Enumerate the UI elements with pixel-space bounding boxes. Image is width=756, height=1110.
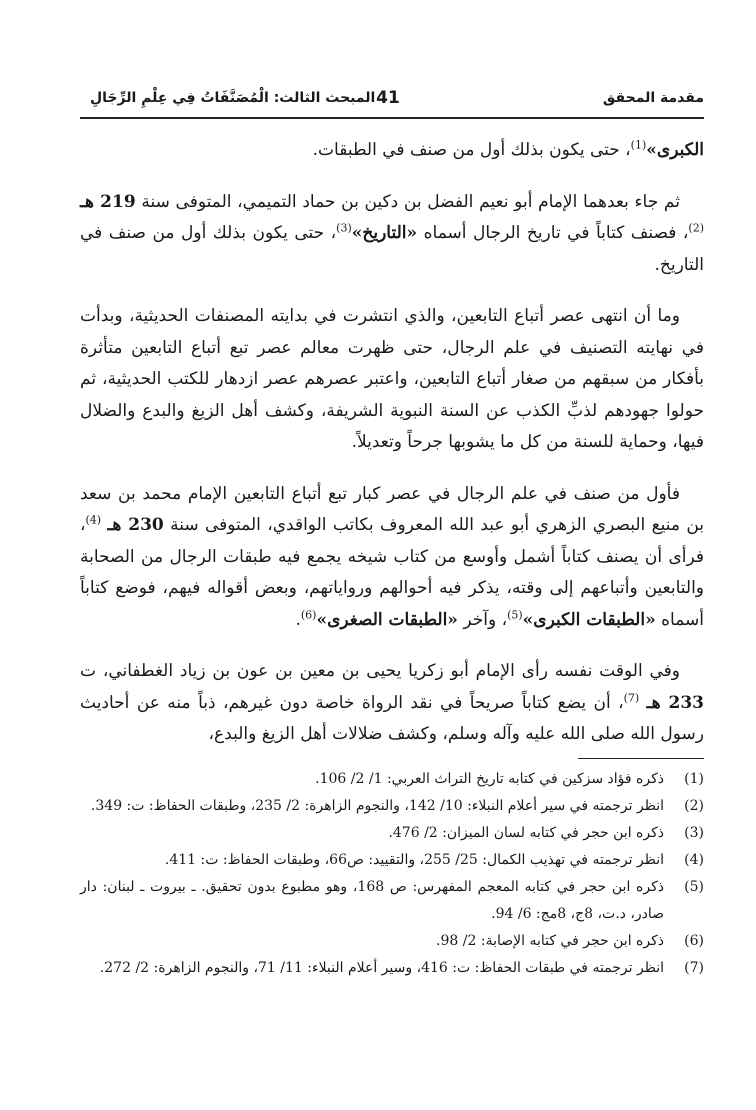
text-run: ، فصنف كتاباً في تاريخ الرجال أسماه [417, 223, 689, 243]
footnote-number: (4) [684, 852, 704, 868]
footnote-item [80, 766, 704, 793]
footnote-number: (3) [684, 825, 704, 841]
footnote-ref: (4) [85, 513, 102, 527]
footnote-item [80, 928, 704, 955]
footnote-item [80, 955, 704, 982]
text-run: ، فرأى أن يصنف كتاباً أشمل وأوسع من كتاب شيخه يجمع فيه طبقات الرجال من الصحابة والتابعين وأتباعهم إلى وقته، يذكر فيه أحوالهم ورواياتهم، وبعض أقواله فيهم، فوضع كتاباً أسماه [80, 515, 704, 630]
text-run: فأول من صنف في علم الرجال في عصر كبار تبع أتباع التابعين الإمام محمد بن سعد بن منيع البصري الزهري أبو عبد الله المعروف بكاتب الواقدي، المتوفى سنة [80, 483, 705, 535]
section-title: المبحث الثالث: الْمُصَنَّفَاتُ فِي عِلْمِ الرِّجَالِ [90, 90, 376, 106]
footnote-item [80, 820, 704, 847]
paragraph [80, 135, 704, 167]
footnote-text: ذكره ابن حجر في كتابه لسان الميزان: 2/ 476. [388, 825, 664, 841]
text-run: ، حتى يكون بذلك أول من صنف في الطبقات. [312, 140, 631, 160]
footnote-number: (2) [684, 798, 704, 814]
footnote-text: ذكره فؤاد سزكين في كتابه تاريخ التراث العربي: 1/ 2/ 106. [315, 771, 664, 787]
paragraph [80, 301, 704, 459]
footnote-number: (6) [684, 933, 704, 949]
footnote-item [80, 793, 704, 820]
main-text [80, 135, 704, 771]
emphasis: 233 هـ [646, 692, 705, 713]
footnote-number: (1) [684, 771, 704, 787]
footnote-item [80, 847, 704, 874]
footnote-text: انظر ترجمته في تهذيب الكمال: 25/ 255، والتقييد: ص66، وطبقات الحفاظ: ت: 411. [164, 852, 664, 868]
emphasis: «الطبقات الكبرى» [522, 609, 656, 630]
footnotes [80, 766, 704, 982]
running-header [72, 88, 704, 116]
footnote-number: (7) [684, 960, 704, 976]
paragraph [80, 479, 704, 637]
book-title: مقدمة المحقق [602, 90, 704, 106]
text-run: ثم جاء بعدهما الإمام أبو نعيم الفضل بن دكين بن حماد التميمي، المتوفى سنة [135, 191, 680, 212]
footnote-ref: (3) [336, 221, 352, 235]
footnote-text: انظر ترجمته في طبقات الحفاظ: ت: 416، وسير أعلام النبلاء: 11/ 71، والنجوم الزاهرة: 2/ 272. [99, 960, 664, 976]
text-run: وما أن انتهى عصر أتباع التابعين، والذي انتشرت في بدايته المصنفات الحديثية، وبدأت في نهايته التصنيف في علم الرجال، حتى ظهرت معالم عصر تبع أتباع التابعين متأثرة بأفكار من سبقهم من صغار أتباع التابعين، واعتبر عصرهم عصر ازدهار للكتب الحديثية، ثم حولوا جهودهم لذبِّ الكذب عن السنة النبوية الشريفة، وكشف أهل الزيغ والبدع والضلال فيها، وحماية للسنة من كل ما يشوبها جرحاً وتعديلاً. [80, 306, 704, 452]
footnote-text: انظر ترجمته في سير أعلام النبلاء: 10/ 142، والنجوم الزاهرة: 2/ 235، وطبقات الحفاظ: ت: 349. [90, 798, 664, 814]
emphasis: الكبرى» [646, 140, 704, 160]
footnote-ref: (7) [623, 690, 640, 704]
paragraph [80, 187, 704, 282]
emphasis: 219 هـ [80, 191, 136, 212]
text-run: ، أن يضع كتاباً صريحاً في نقد الرواة خاصة دون غيرهم، ذباً منه عن أحاديث رسول الله صلى الله عليه وآله وسلم، وكشف ضلالات أهل الزيغ والبدع، [80, 692, 704, 744]
page-number: 41 [376, 88, 400, 108]
footnote-divider [578, 758, 704, 759]
text-run: . [295, 609, 301, 630]
footnote-number: (5) [684, 879, 704, 895]
footnote-item [80, 874, 704, 928]
footnote-ref: (1) [630, 138, 647, 152]
header-divider [80, 117, 704, 119]
footnote-ref: (2) [688, 221, 704, 235]
emphasis: «الطبقات الصغرى» [316, 609, 458, 630]
footnote-ref: (5) [507, 607, 523, 621]
footnote-ref: (6) [300, 607, 317, 621]
text-run: وفي الوقت نفسه رأى الإمام أبو زكريا يحيى بن معين بن عون بن زياد الغطفاني، ت [80, 661, 680, 681]
footnote-text: ذكره ابن حجر في كتابه الإصابة: 2/ 98. [436, 933, 664, 949]
text-run: ، حتى يكون بذلك أول من صنف في التاريخ. [80, 223, 704, 275]
text-run: ، وآخر [457, 609, 508, 630]
emphasis: «التاريخ» [351, 223, 418, 243]
emphasis: 230 هـ [107, 515, 164, 535]
paragraph [80, 656, 704, 751]
footnote-text: ذكره ابن حجر في كتابه المعجم المفهرس: ص 168، وهو مطبوع بدون تحقيق. ـ بيروت ـ لبنان: دار صادر، د.ت، 8ج، 8مج: 6/ 94. [80, 879, 664, 922]
text-run [639, 693, 646, 713]
